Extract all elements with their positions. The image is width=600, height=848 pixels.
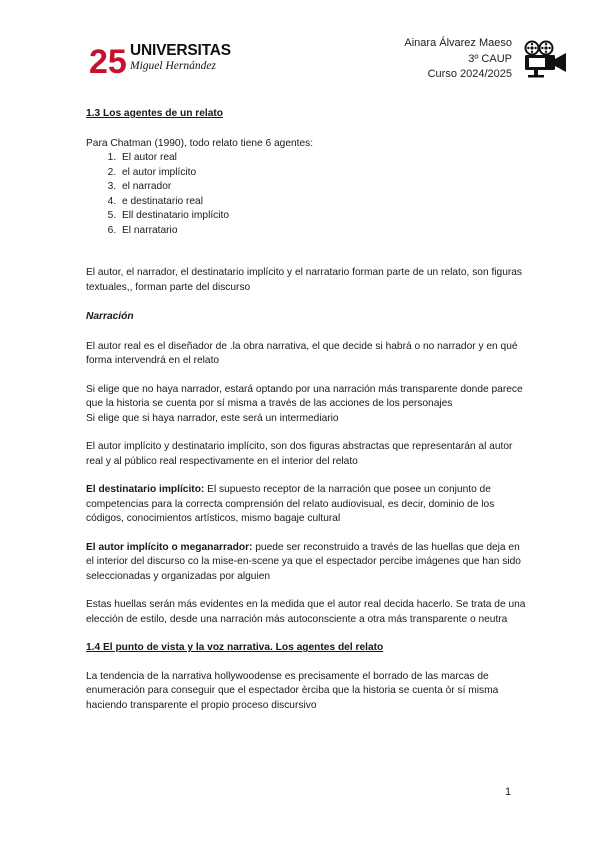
paragraph-huellas: Estas huellas serán más evidentes en la medida que el autor real decida hacerlo. Se trata de una elección de estilo, desde una narración más autoconsciente a otra más transparente o neutra	[86, 599, 526, 625]
definition-autor-implicito: puede ser reconstruido a través de las huellas que deja en el interior del discurso co la mise-en-scene ya que el espectador percibe imágenes que han sido seleccionadas y organizadas por alguien	[86, 541, 521, 582]
section-heading-1-4: 1.4 El punto de vista y la voz narrativa. Los agentes del relato	[86, 642, 384, 653]
list-item: 5. Ell destinatario implícito	[119, 209, 526, 224]
paragraph-hollywood: La tendencia de la narrativa hollywoodense es precisamente el borrado de las marcas de enumeración para conseguir que el espectador èrciba que la historia se cuenta òr sí misma haciendo transparente el propio proceso discursivo	[86, 670, 499, 711]
term-autor-implicito: El autor implícito o meganarrador:	[86, 541, 253, 553]
page-number: 1	[505, 786, 512, 798]
author-name: Ainara Álvarez Maeso	[404, 37, 512, 49]
paragraph-sin-narrador: Si elige que no haya narrador, estará optando por una narración más transparente donde parece que la historia se cuenta por sí misma a través de las acciones de los personajes	[86, 383, 523, 409]
list-item: 2. el autor implícito	[119, 166, 526, 181]
paragraph-destinatario-implicito	[86, 483, 526, 527]
list-item: 3. el narrador	[119, 180, 526, 195]
list-item: 4. e destinatario real	[119, 195, 526, 210]
paragraph-textual-figures: El autor, el narrador, el destinatario implícito y el narratario forman parte de un relato, son figuras textuales,, forman parte del discurso	[86, 267, 523, 293]
paragraph-autor-real: El autor real es el diseñador de .la obra narrativa, el que decide si habrá o no narrador y en qué forma intervendrá en el relato	[86, 340, 518, 366]
agents-list	[86, 151, 526, 238]
list-item: 6. El narratario	[119, 224, 526, 239]
logo-subtitle: Miguel Hernández	[130, 60, 216, 72]
year-label: Curso 2024/2025	[427, 68, 512, 80]
paragraph-figuras-abstractas: El autor implícito y destinatario implícito, son dos figuras abstractas que representarán al autor real y al público real respectivamente en el interior del relato	[86, 441, 513, 467]
definition-destinatario-implicito: El supuesto receptor de la narración que posee un conjunto de competencias para la correcta comprensión del relato audiovisual, es decir, dominio de los códigos, conocimientos artísticos, mismo bagaje cultural	[86, 484, 495, 524]
list-item: 1. El autor real	[119, 151, 526, 166]
logo-number: 25	[89, 43, 127, 81]
paragraph-con-narrador: Si elige que si haya narrador, este será un intermediario	[86, 412, 339, 424]
author-info	[404, 36, 512, 83]
narracion-heading: Narración	[86, 311, 134, 322]
course-label: 3º CAUP	[468, 52, 512, 65]
agents-intro: Para Chatman (1990), todo relato tiene 6 agentes:	[86, 137, 314, 149]
logo-title: UNIVERSITAS	[130, 42, 231, 59]
logo-25-emblem-icon	[88, 40, 132, 82]
term-destinatario-implicito: El destinatario implícito:	[86, 484, 205, 495]
section-heading-1-3: 1.3 Los agentes de un relato	[86, 108, 224, 119]
paragraph-autor-implicito	[86, 541, 526, 585]
university-logo	[88, 40, 231, 82]
document-body	[86, 107, 526, 713]
film-reel-camera-icon	[522, 40, 568, 78]
